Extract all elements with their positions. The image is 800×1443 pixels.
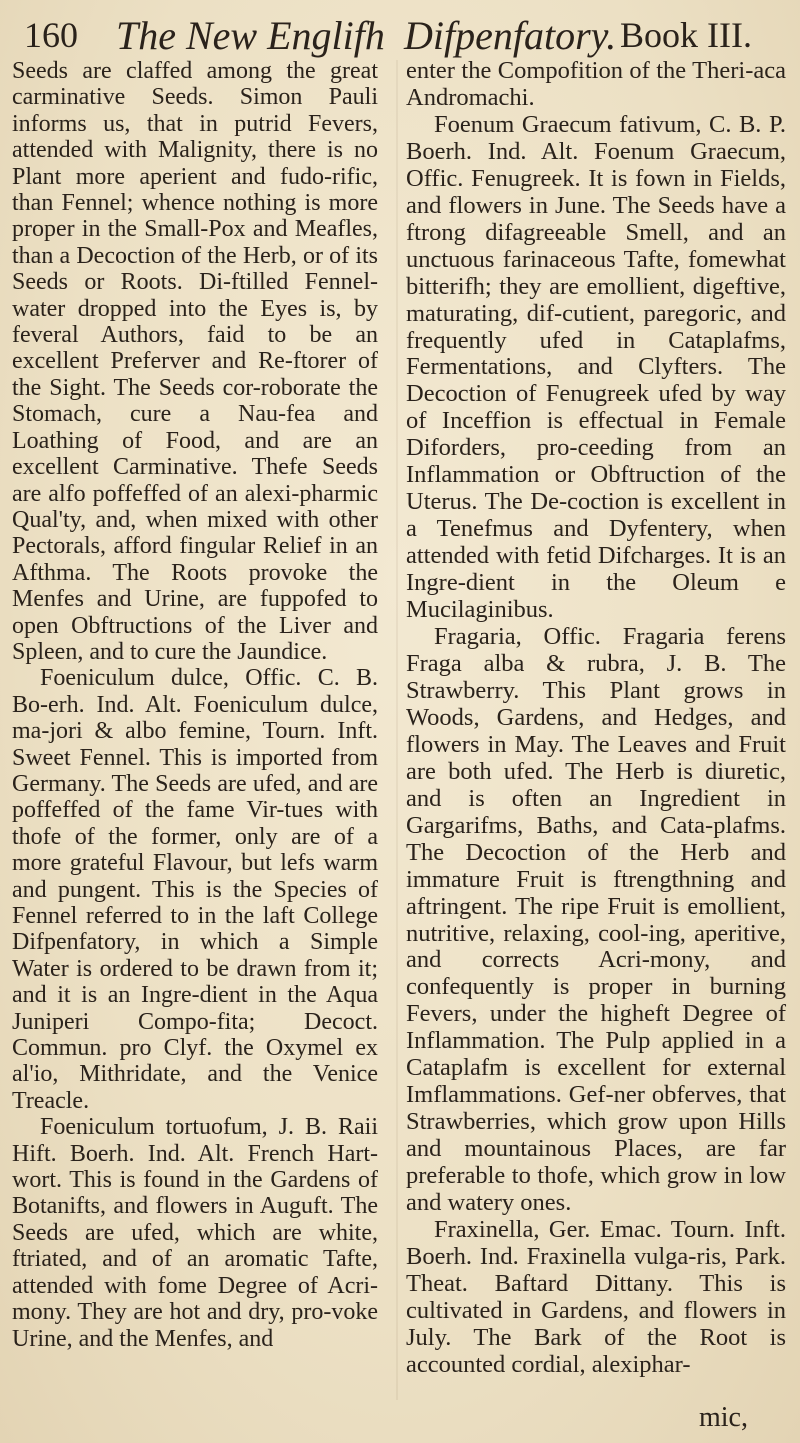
paragraph: Foeniculum dulce, Offic. C. B. Bo-erh. Ind. Alt. Foeniculum dulce, ma-jori & albo femine, Tourn. Inft. Sweet Fennel. This is imported from Germany. The Seeds are ufed, and are poffeffed of the fame Vir-tues with thofe of the former, only are of a more grateful Flavour, but lefs warm and pungent. This is the Species of Fennel referred to in the laft College Difpenfatory, in which a Simple Water is ordered to be drawn from it; and it is an Ingre-dient in the Aqua Juniperi Compo-fita; Decoct. Commun. pro Clyf. the Oxymel ex al'io, Mithridate, and the Venice Treacle. xyxy=(12,665,378,1114)
catchword: mic, xyxy=(699,1402,748,1433)
running-title-left: The New Englifh xyxy=(116,13,385,58)
page-footer xyxy=(0,1402,800,1436)
paragraph: Foenum Graecum fativum, C. B. P. Boerh. Ind. Alt. Foenum Graecum, Offic. Fenugreek. It is fown in Fields, and flowers in June. The Seeds have a ftrong difagreeable Smell, and an unctuous farinaceous Tafte, fomewhat bitterifh; they are emollient, digeftive, maturating, dif-cutient, paregoric, and frequently ufed in Cataplafms, Fermentations, and Clyfters. The Decoction of Fenugreek ufed by way of Inceffion is effectual in Female Diforders, pro-ceeding from an Inflammation or Obftruction of the Uterus. The De-coction is excellent in a Tenefmus and Dyfentery, when attended with fetid Difcharges. It is an Ingre-dient in the Oleum e Mucilaginibus. xyxy=(406,110,786,624)
left-column xyxy=(12,58,378,1352)
paragraph: Foeniculum tortuofum, J. B. Raii Hift. Boerh. Ind. Alt. French Hart-wort. This is found in the Gardens of Botanifts, and flowers in Auguft. The Seeds are ufed, which are white, ftriated, and of an aromatic Tafte, attended with fome Degree of Acri-mony. They are hot and dry, pro-voke Urine, and the Menfes, and xyxy=(12,1114,378,1352)
right-column xyxy=(406,58,786,1379)
running-title-right: Difpenfatory. xyxy=(404,13,617,58)
column-gutter xyxy=(396,60,398,1400)
paragraph: Fraxinella, Ger. Emac. Tourn. Inft. Boerh. Ind. Fraxinella vulga-ris, Park. Theat. Baftard Dittany. This is cultivated in Gardens, and flowers in July. The Bark of the Root is accounted cordial, alexiphar- xyxy=(406,1215,786,1378)
paragraph: Seeds are claffed among the great carminative Seeds. Simon Pauli informs us, that in putrid Fevers, attended with Malignity, there is no Plant more aperient and fudo-rific, than Fennel; whence nothing is more proper in the Small-Pox and Meafles, than a Decoction of the Herb, or of its Seeds or Roots. Di-ftilled Fennel-water dropped into the Eyes is, by feveral Authors, faid to be an excellent Preferver and Re-ftorer of the Sight. The Seeds cor-roborate the Stomach, cure a Nau-fea and Loathing of Food, and are an excellent Carminative. Thefe Seeds are alfo poffeffed of an alexi-pharmic Qual'ty, and, when mixed with other Pectorals, afford fingular Relief in an Afthma. The Roots provoke the Menfes and Urine, are fuppofed to open Obftructions of the Liver and Spleen, and to cure the Jaundice. xyxy=(12,58,378,665)
page-header xyxy=(0,12,800,56)
book-number: Book III. xyxy=(620,15,752,55)
paragraph: Fragaria, Offic. Fragaria ferens Fraga alba & rubra, J. B. The Strawberry. This Plant grows in Woods, Gardens, and Hedges, and flowers in May. The Leaves and Fruit are both ufed. The Herb is diuretic, and is often an Ingredient in Gargarifms, Baths, and Cata-plafms. The Decoction of the Herb and immature Fruit is ftrengthning and aftringent. The ripe Fruit is emollient, nutritive, relaxing, cool-ing, aperitive, and corrects Acri-mony, and confequently is proper in burning Fevers, under the higheft Degree of Inflammation. The Pulp applied in a Cataplafm is excellent for external Imflammations. Gef-ner obferves, that Strawberries, which grow upon Hills and mountainous Places, are far preferable to thofe, which grow in low and watery ones. xyxy=(406,623,786,1217)
page-number: 160 xyxy=(24,15,78,55)
paragraph: enter the Compofition of the Theri-aca Andromachi. xyxy=(406,57,786,111)
